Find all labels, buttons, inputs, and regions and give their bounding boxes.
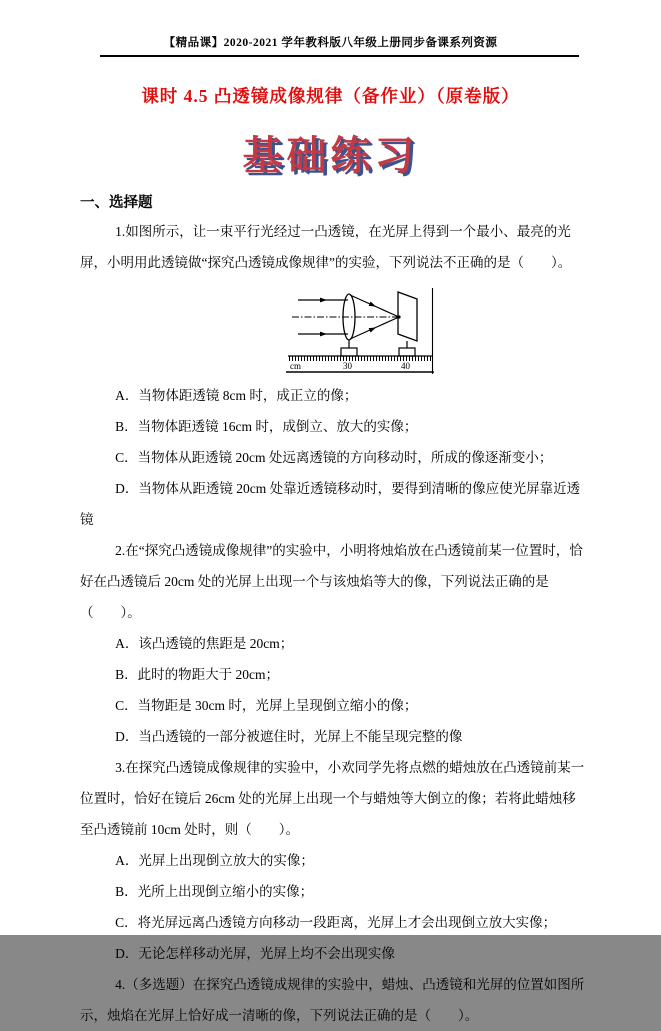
question-2-option-c: C．当物距是 30cm 时，光屏上呈现倒立缩小的像； (115, 698, 418, 713)
lens-stand-base (341, 348, 357, 356)
question-3-option-a: A．光屏上出现倒立放大的实像； (115, 853, 314, 868)
question-1-option-c: C．当物体从距透镜 20cm 处远离透镜的方向移动时，所成的像逐渐变小； (115, 450, 553, 465)
screen-stand-base (399, 348, 415, 356)
question-2-option-d: D．当凸透镜的一部分被遮住时，光屏上不能呈现完整的像 (115, 729, 463, 744)
question-1-option-a: A．当物体距透镜 8cm 时，成正立的像； (115, 388, 358, 403)
ruler-label-40: 40 (401, 361, 410, 371)
ruler-unit-label: cm (290, 361, 301, 371)
question-2-option-a: A．该凸透镜的焦距是 20cm； (115, 636, 294, 651)
ray-bottom-arrow-icon (320, 332, 327, 337)
question-2-option-b: B．此时的物距大于 20cm； (115, 667, 279, 682)
refracted-bottom-arrow-icon (369, 325, 377, 332)
ruler-label-30: 30 (343, 361, 352, 371)
lens-experiment-figure (284, 284, 587, 376)
question-1-option-d: D．当物体从距透镜 20cm 处靠近透镜移动时，要得到清晰的像应使光屏靠近透镜 (80, 481, 581, 527)
question-3-option-d: D．无论怎样移动光屏，光屏上均不会出现实像 (115, 946, 395, 961)
question-4-stem: 4.（多选题）在探究凸透镜成规律的实验中，蜡烛、凸透镜和光屏的位置如图所示，烛焰在光屏上恰好成一清晰的像，下列说法正确的是（ ）。 (80, 977, 585, 1023)
question-3-option-b: B．光所上出现倒立缩小的实像； (115, 884, 314, 899)
refracted-top-arrow-icon (369, 301, 377, 308)
question-2-stem: 2.在“探究凸透镜成像规律”的实验中，小明将烛焰放在凸透镜前某一位置时，恰好在凸透镜后 20cm 处的光屏上出现一个与该烛焰等大的像，下列说法正确的是（ ）。 (80, 543, 583, 620)
question-3-option-c: C．将光屏远离凸透镜方向移动一段距离，光屏上才会出现倒立放大实像； (115, 915, 557, 930)
ray-top-arrow-icon (320, 298, 327, 303)
document-header-banner: 【精品课】2020-2021 学年教科版八年级上册同步备课系列资源 (163, 37, 498, 49)
section-banner: 基础练习 (242, 133, 419, 178)
question-list (80, 216, 587, 1031)
light-screen (398, 292, 417, 341)
lens-figure-svg (284, 284, 436, 376)
question-3-stem: 3.在探究凸透镜成像规律的实验中，小欢同学先将点燃的蜡烛放在凸透镜前某一位置时，恰好在镜后 26cm 处的光屏上出现一个与蜡烛等大倒立的像；若将此蜡烛移至凸透镜前 10cm 处时，则（ ）。 (80, 760, 585, 837)
question-1-option-b: B．当物体距透镜 16cm 时，成倒立、放大的实像； (115, 419, 418, 434)
subsection-heading: 一、选择题 (80, 195, 153, 211)
page-title: 课时 4.5 凸透镜成像规律（备作业）（原卷版） (141, 86, 520, 106)
header-divider (100, 55, 579, 57)
question-1-stem: 1.如图所示，让一束平行光经过一凸透镜，在光屏上得到一个最小、最亮的光屏，小明用此透镜做“探究凸透镜成像规律”的实验，下列说法不正确的是（ ）。 (80, 224, 572, 270)
